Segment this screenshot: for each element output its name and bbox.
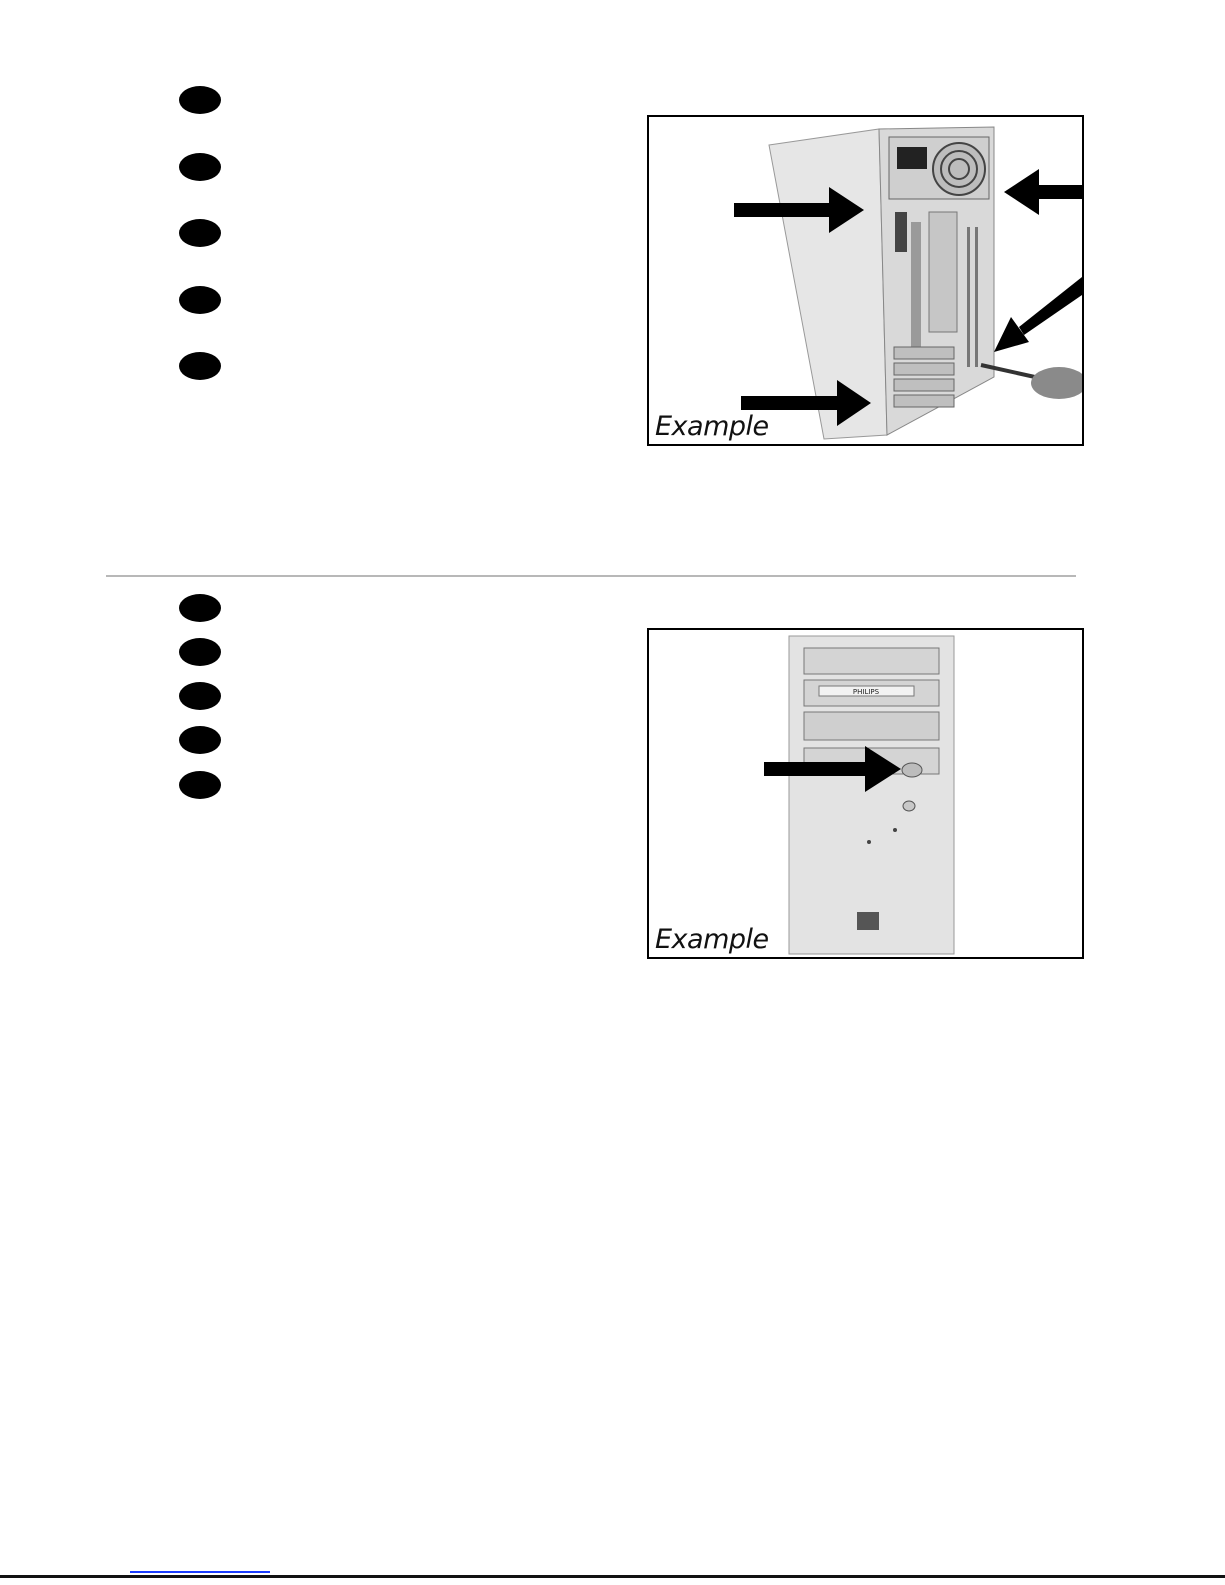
figure-pc-front bbox=[647, 628, 1084, 959]
pc-rear-illustration bbox=[649, 117, 1082, 444]
step-bullet bbox=[179, 638, 221, 666]
step-bullet bbox=[179, 86, 221, 114]
step-bullet bbox=[179, 594, 221, 622]
footer-rule bbox=[0, 1575, 1225, 1578]
step-bullet bbox=[179, 682, 221, 710]
step-bullet bbox=[179, 286, 221, 314]
figure-caption: Example bbox=[655, 411, 769, 442]
drive-brand-label: PHILIPS bbox=[852, 688, 880, 696]
step-bullet bbox=[179, 771, 221, 799]
figure-caption: Example bbox=[655, 924, 769, 955]
footer-link-underline[interactable] bbox=[130, 1571, 270, 1573]
pc-front-illustration bbox=[649, 630, 1082, 957]
step-bullet bbox=[179, 153, 221, 181]
step-bullet bbox=[179, 352, 221, 380]
step-bullet bbox=[179, 726, 221, 754]
step-bullet bbox=[179, 219, 221, 247]
figure-pc-rear bbox=[647, 115, 1084, 446]
section-divider bbox=[106, 575, 1076, 577]
